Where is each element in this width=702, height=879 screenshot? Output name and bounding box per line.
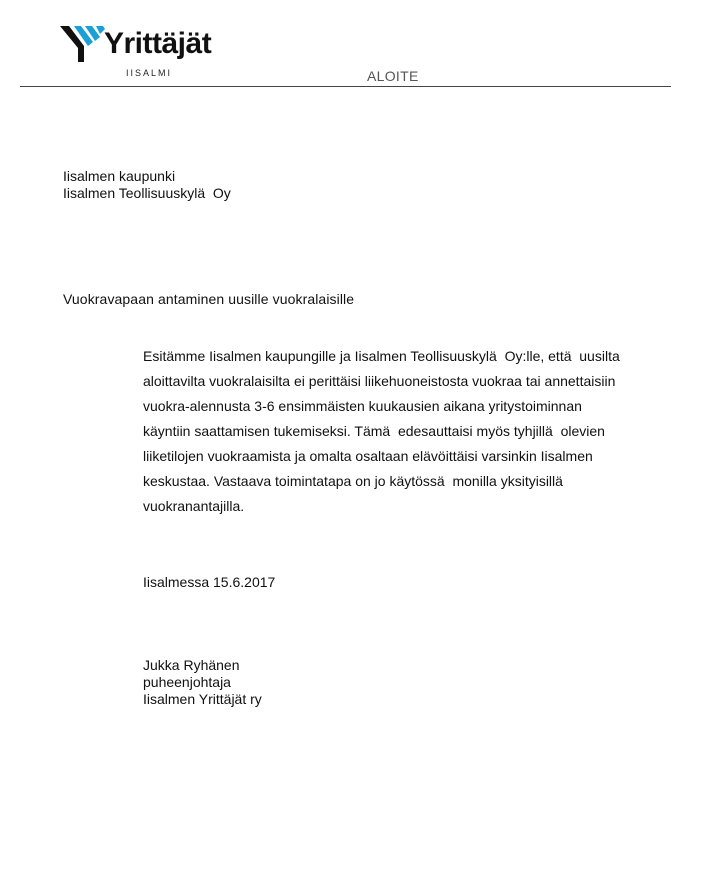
body-line: liiketilojen vuokraamista ja omalta osaltaan elävöittäisi varsinkin Iisalmen	[143, 448, 593, 464]
body-line: aloittavilta vuokralaisilta ei perittäisi liikehuoneistosta vuokraa tai annettaisiin	[143, 373, 616, 389]
recipient-line: Iisalmen kaupunki	[63, 168, 176, 184]
signature-block	[143, 657, 262, 708]
subject-heading: Vuokravapaan antaminen uusille vuokralaisille	[63, 291, 355, 307]
document-type-label: ALOITE	[367, 68, 419, 84]
body-line: keskustaa. Vastaava toimintatapa on jo käytössä monilla yksityisillä	[143, 473, 563, 489]
recipient-line: Iisalmen Teollisuuskylä Oy	[63, 185, 231, 201]
logo-subtitle: IISALMI	[126, 68, 173, 78]
signer-title: puheenjohtaja	[143, 674, 231, 690]
body-line: vuokranantajilla.	[143, 498, 245, 514]
logo-stripes-icon	[60, 26, 106, 62]
header-divider	[20, 86, 671, 87]
body-line: vuokra-alennusta 3-6 ensimmäisten kuukausien aikana yritystoiminnan	[143, 398, 582, 414]
body-paragraph	[143, 344, 643, 519]
place-and-date: Iisalmessa 15.6.2017	[143, 574, 276, 590]
body-line: käyntiin saattamisen tukemiseksi. Tämä edesauttaisi myös tyhjillä olevien	[143, 423, 605, 439]
signer-name: Jukka Ryhänen	[143, 657, 240, 673]
body-line: Esitämme Iisalmen kaupungille ja Iisalmen Teollisuuskylä Oy:lle, että uusilta	[143, 348, 620, 364]
yrittajat-logo	[60, 24, 220, 82]
signer-organization: Iisalmen Yrittäjät ry	[143, 691, 262, 707]
logo-wordmark: Yrittäjät	[104, 27, 212, 60]
recipients-block	[63, 168, 231, 202]
